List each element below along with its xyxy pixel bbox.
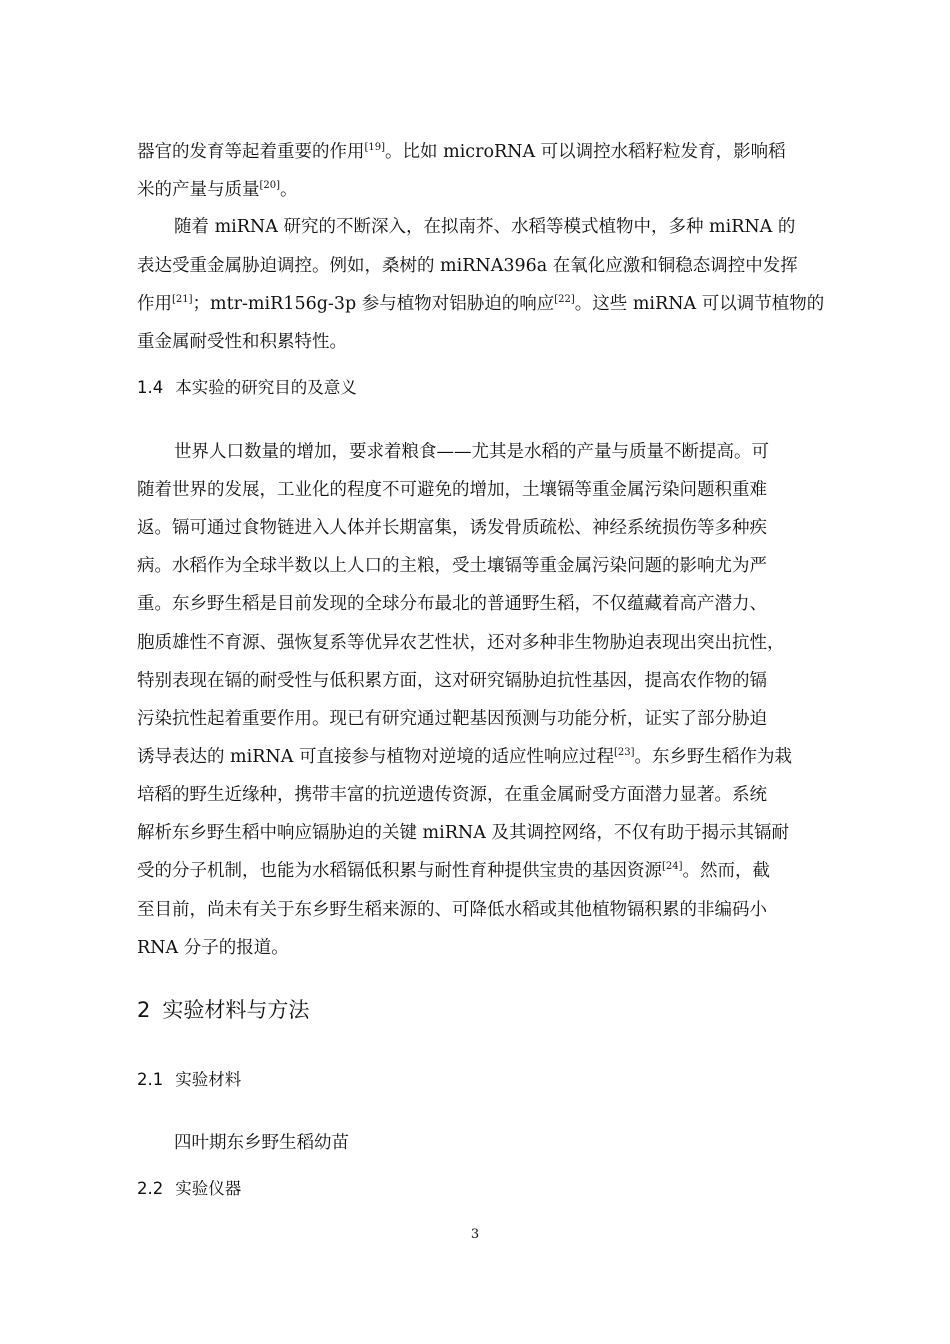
paragraph-line: 随着世界的发展，工业化的程度不可避免的增加，土壤镉等重金属污染问题积重难 bbox=[137, 480, 767, 500]
text-span: 。这些 miRNA 可以调节植物的 bbox=[574, 294, 825, 314]
section-title: 本实验的研究目的及意义 bbox=[175, 378, 357, 397]
paragraph-line: 重。东乡野生稻是目前发现的全球分布最北的普通野生稻，不仅蕴藏着高产潜力、 bbox=[137, 594, 767, 614]
citation-ref: [21] bbox=[172, 294, 193, 305]
text-span: 。东乡野生稻作为栽 bbox=[634, 747, 792, 767]
section-heading-2-2 bbox=[137, 1177, 241, 1201]
section-heading-2 bbox=[137, 996, 309, 1024]
paragraph-line: 胞质雄性不育源、强恢复系等优异农艺性状，还对多种非生物胁迫表现出突出抗性， bbox=[137, 633, 785, 653]
citation-ref: [24] bbox=[662, 861, 683, 872]
citation-ref: [22] bbox=[554, 294, 575, 305]
paragraph-line bbox=[137, 140, 786, 164]
paragraph-line bbox=[137, 178, 298, 202]
section-heading-1-4 bbox=[137, 376, 357, 400]
section-number: 1.4 bbox=[137, 378, 164, 397]
paragraph-line: 至目前，尚未有关于东乡野生稻来源的、可降低水稻或其他植物镉积累的非编码小 bbox=[137, 900, 767, 920]
text-span: 诱导表达的 miRNA 可直接参与植物对逆境的适应性响应过程 bbox=[137, 747, 614, 767]
text-span: 。然而，截 bbox=[682, 861, 771, 881]
citation-ref: [23] bbox=[613, 747, 635, 758]
paragraph-line: 解析东乡野生稻中响应镉胁迫的关键 miRNA 及其调控网络，不仅有助于揭示其镉耐 bbox=[137, 823, 789, 843]
paragraph-line bbox=[137, 859, 770, 883]
paragraph-line bbox=[137, 745, 792, 769]
paragraph-line: 病。水稻作为全球半数以上人口的主粮，受土壤镉等重金属污染问题的影响尤为严 bbox=[137, 556, 767, 576]
paragraph-line: 特别表现在镉的耐受性与低积累方面，这对研究镉胁迫抗性基因，提高农作物的镉 bbox=[137, 671, 767, 691]
paragraph-line: 污染抗性起着重要作用。现已有研究通过靶基因预测与功能分析，证实了部分胁迫 bbox=[137, 709, 767, 729]
text-span: 米的产量与质量 bbox=[137, 180, 260, 200]
section-number: 2 bbox=[137, 998, 151, 1022]
paragraph-line: 重金属耐受性和积累特性。 bbox=[137, 332, 347, 352]
paragraph-line: RNA 分子的报道。 bbox=[137, 938, 289, 958]
text-span: 器官的发育等起着重要的作用 bbox=[137, 142, 365, 162]
paragraph-line bbox=[137, 292, 824, 316]
section-title: 实验材料 bbox=[175, 1070, 242, 1089]
paragraph-line: 返。镉可通过食物链进入人体并长期富集，诱发骨质疏松、神经系统损伤等多种疾 bbox=[137, 518, 767, 538]
section-number: 2.1 bbox=[137, 1070, 164, 1089]
citation-ref: [19] bbox=[364, 142, 386, 153]
section-title: 实验仪器 bbox=[175, 1179, 242, 1198]
paragraph-line: 世界人口数量的增加，要求着粮食——尤其是水稻的产量与质量不断提高。可 bbox=[174, 442, 769, 462]
section-number: 2.2 bbox=[137, 1179, 164, 1198]
section-title: 实验材料与方法 bbox=[162, 998, 310, 1022]
paragraph-line: 表达受重金属胁迫调控。例如，桑树的 miRNA396a 在氧化应激和铜稳态调控中发挥 bbox=[137, 256, 798, 276]
section-heading-2-1 bbox=[137, 1068, 241, 1092]
text-span: 受的分子机制，也能为水稻镉低积累与耐性育种提供宝贵的基因资源 bbox=[137, 861, 662, 881]
text-span: 。 bbox=[280, 180, 298, 200]
text-span: 作用 bbox=[137, 294, 172, 314]
text-span: ；mtr-miR156g-3p 参与植物对铝胁迫的响应 bbox=[192, 294, 555, 314]
citation-ref: [20] bbox=[259, 180, 281, 191]
paragraph-line: 培稻的野生近缘种，携带丰富的抗逆遗传资源，在重金属耐受方面潜力显著。系统 bbox=[137, 785, 767, 805]
page-number: 3 bbox=[470, 1227, 480, 1242]
paragraph-line: 四叶期东乡野生稻幼苗 bbox=[174, 1133, 349, 1153]
paragraph-line: 随着 miRNA 研究的不断深入，在拟南芥、水稻等模式植物中，多种 miRNA 的 bbox=[174, 217, 796, 237]
text-span: 。比如 microRNA 可以调控水稻籽粒发育，影响稻 bbox=[385, 142, 786, 162]
